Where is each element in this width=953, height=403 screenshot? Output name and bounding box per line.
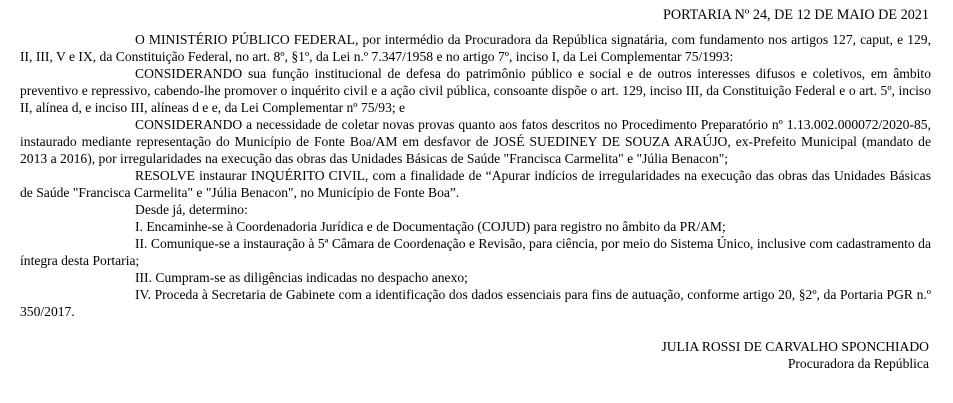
paragraph-determino: Desde já, determino: (135, 202, 248, 217)
paragraph-item-1: I. Encaminhe-se à Coordenadoria Jurídica e de Documentação (COJUD) para registro no âmbito da PR/AM; (135, 219, 726, 234)
paragraph-resolve: RESOLVE instaurar INQUÉRITO CIVIL, com a finalidade de “Apurar indícios de irregularidades na execução das obras das Unidades Básicas de Saúde "Francisca Carmelita" e "Júlia Benacon", no Município de Fonte Boa”. (20, 168, 931, 200)
paragraph-considerando-1: CONSIDERANDO sua função institucional de defesa do patrimônio público e social e de outros interesses difusos e coletivos, em âmbito preventivo e repressivo, cabendo-lhe promover o inquérito civil e a ação civil pública, consoante dispõe o art. 129, inciso III, da Constituição Federal e o art. 5º, inciso II, alínea d, e inciso III, alíneas d e e, da Lei Complementar nº 75/93; e (20, 66, 931, 115)
paragraph-considerando-2: CONSIDERANDO a necessidade de coletar novas provas quanto aos fatos descritos no Procedimento Preparatório nº 1.13.002.000072/2020-85, instaurado mediante representação do Município de Fonte Boa/AM em desfavor de JOSÉ SUEDINEY DE SOUZA ARAÚJO, ex-Prefeito Municipal (mandato de 2013 a 2016), por irregularidades na execução das obras das Unidades Básicas de Saúde "Francisca Carmelita" e "Júlia Benacon"; (20, 117, 931, 166)
signatory-name: JULIA ROSSI DE CARVALHO SPONCHIADO (661, 339, 929, 354)
paragraph-item-4: IV. Proceda à Secretaria de Gabinete com a identificação dos dados essenciais para fins de autuação, conforme artigo 20, §2º, da Portaria PGR n.º 350/2017. (20, 287, 931, 319)
paragraph-item-2: II. Comunique-se a instauração à 5ª Câmara de Coordenação e Revisão, para ciência, por meio do Sistema Único, inclusive com cadastramento da íntegra desta Portaria; (20, 236, 931, 268)
signatory-role: Procuradora da República (787, 356, 929, 371)
signature-block (20, 338, 931, 372)
paragraph-item-3: III. Cumpram-se as diligências indicadas no despacho anexo; (135, 270, 468, 285)
document-heading: PORTARIA Nº 24, DE 12 DE MAIO DE 2021 (662, 7, 929, 23)
paragraph-preamble: O MINISTÉRIO PÚBLICO FEDERAL, por intermédio da Procuradora da República signatária, com fundamento nos artigos 127, caput, e 129, II, III, V e IX, da Constituição Federal, no art. 8º, §1º, da Lei n.º 7.347/1958 e no artigo 7º, inciso I, da Lei Complementar 75/1993: (20, 32, 931, 64)
